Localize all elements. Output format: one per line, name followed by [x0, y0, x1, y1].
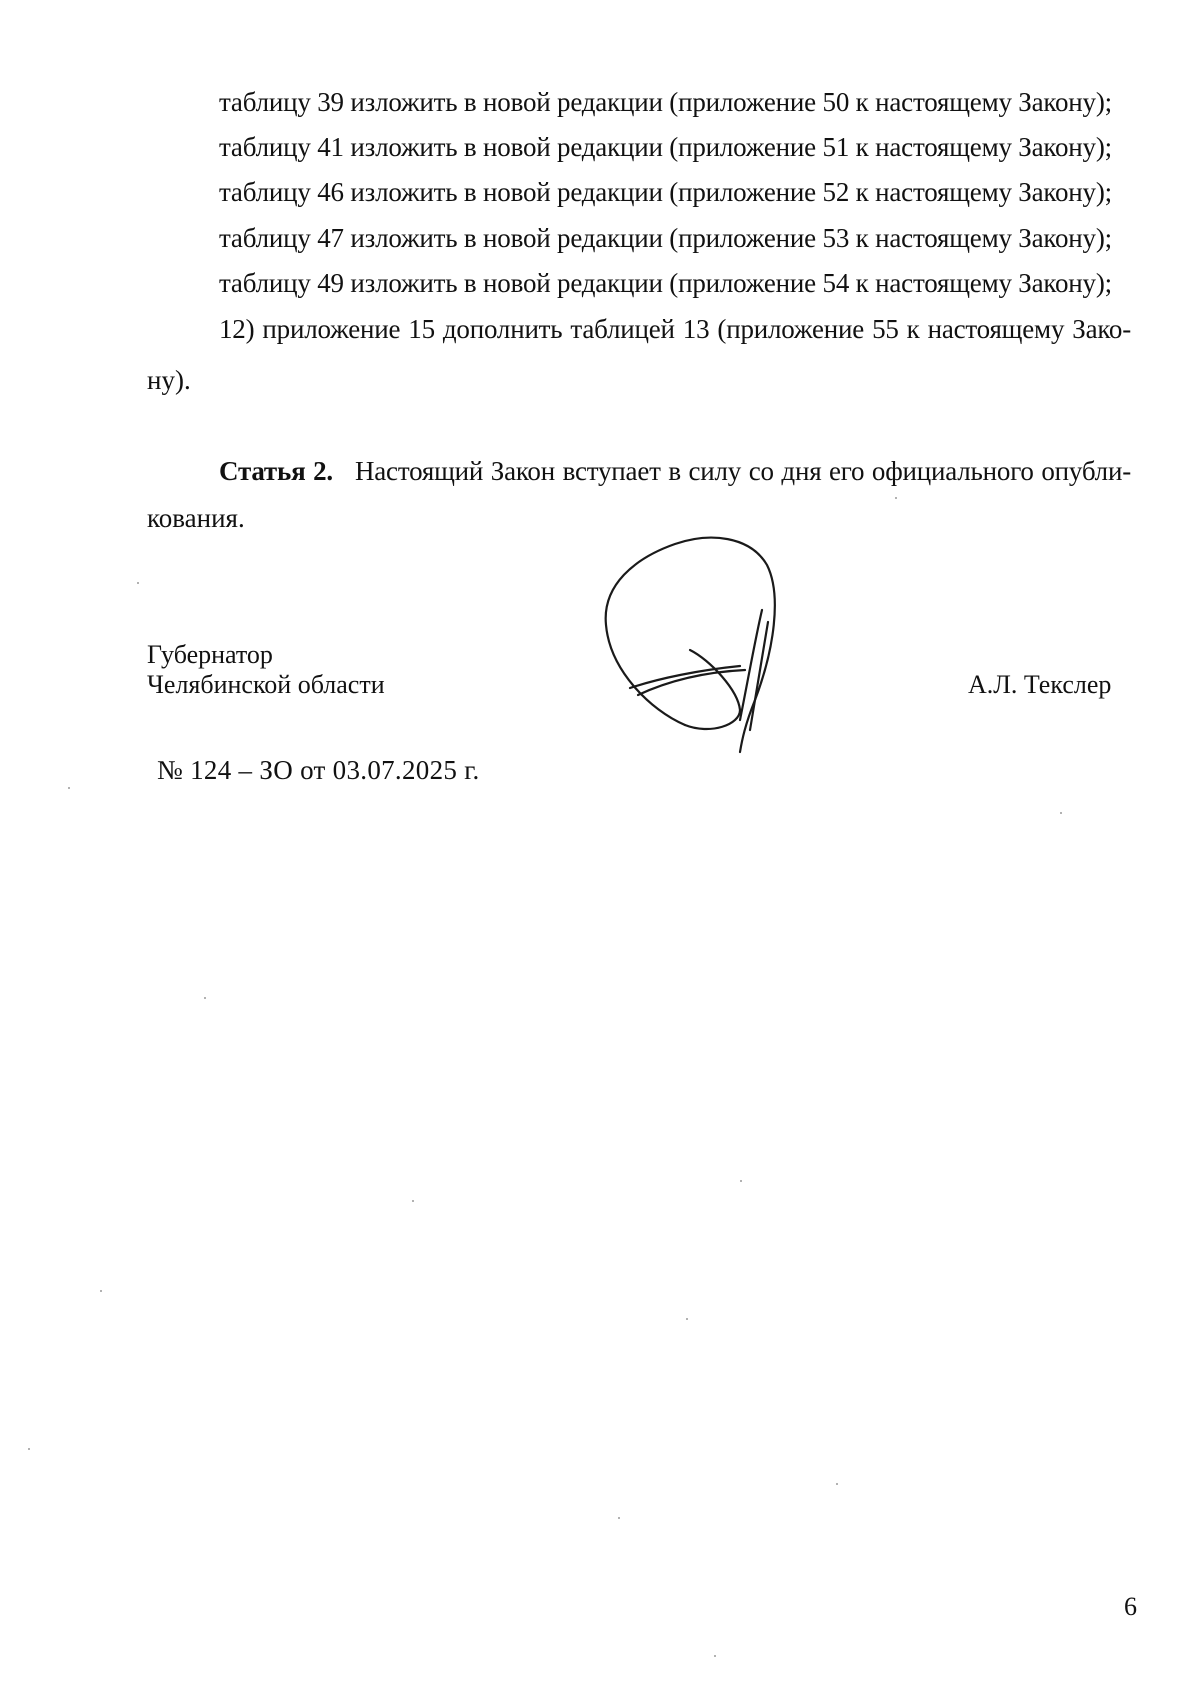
item-12-first-line: 12) приложение 15 дополнить таблицей 13 (приложение 55 к настоящему Зако- — [219, 314, 1131, 344]
scan-speck — [686, 1318, 688, 1320]
article-2-label: Статья 2. — [219, 456, 333, 486]
scan-speck — [895, 497, 897, 499]
scan-speck — [412, 1200, 414, 1202]
law-number: № 124 – ЗО от 03.07.2025 г. — [157, 755, 480, 785]
scan-speck — [740, 1180, 742, 1182]
body-line-5: таблицу 49 изложить в новой редакции (приложение 54 к настоящему Закону); — [219, 268, 1112, 298]
scan-speck — [836, 1483, 838, 1485]
scan-speck — [1060, 812, 1062, 814]
handwritten-signature — [590, 530, 800, 760]
signatory-name: А.Л. Текслер — [968, 670, 1112, 699]
body-line-2: таблицу 41 изложить в новой редакции (приложение 51 к настоящему Закону); — [219, 132, 1112, 162]
scan-speck — [137, 582, 139, 584]
body-line-3: таблицу 46 изложить в новой редакции (приложение 52 к настоящему Закону); — [219, 177, 1112, 207]
scan-speck — [28, 1448, 30, 1450]
signatory-position-line-1: Губернатор — [147, 640, 273, 669]
scan-speck — [618, 1517, 620, 1519]
page-number: 6 — [1124, 1592, 1137, 1621]
body-line-1: таблицу 39 изложить в новой редакции (приложение 50 к настоящему Закону); — [219, 87, 1112, 117]
article-2-line — [219, 455, 1131, 487]
body-line-4: таблицу 47 изложить в новой редакции (приложение 53 к настоящему Закону); — [219, 223, 1112, 253]
item-12-continuation: ну). — [147, 365, 191, 395]
signatory-position-line-2: Челябинской области — [147, 670, 385, 699]
article-2-continuation: кования. — [147, 503, 245, 533]
article-2-text: Настоящий Закон вступает в силу со дня его официального опубли- — [354, 456, 1131, 486]
scan-speck — [68, 787, 70, 789]
scan-speck — [204, 997, 206, 999]
scan-speck — [714, 1655, 716, 1657]
scan-speck — [100, 1290, 102, 1292]
